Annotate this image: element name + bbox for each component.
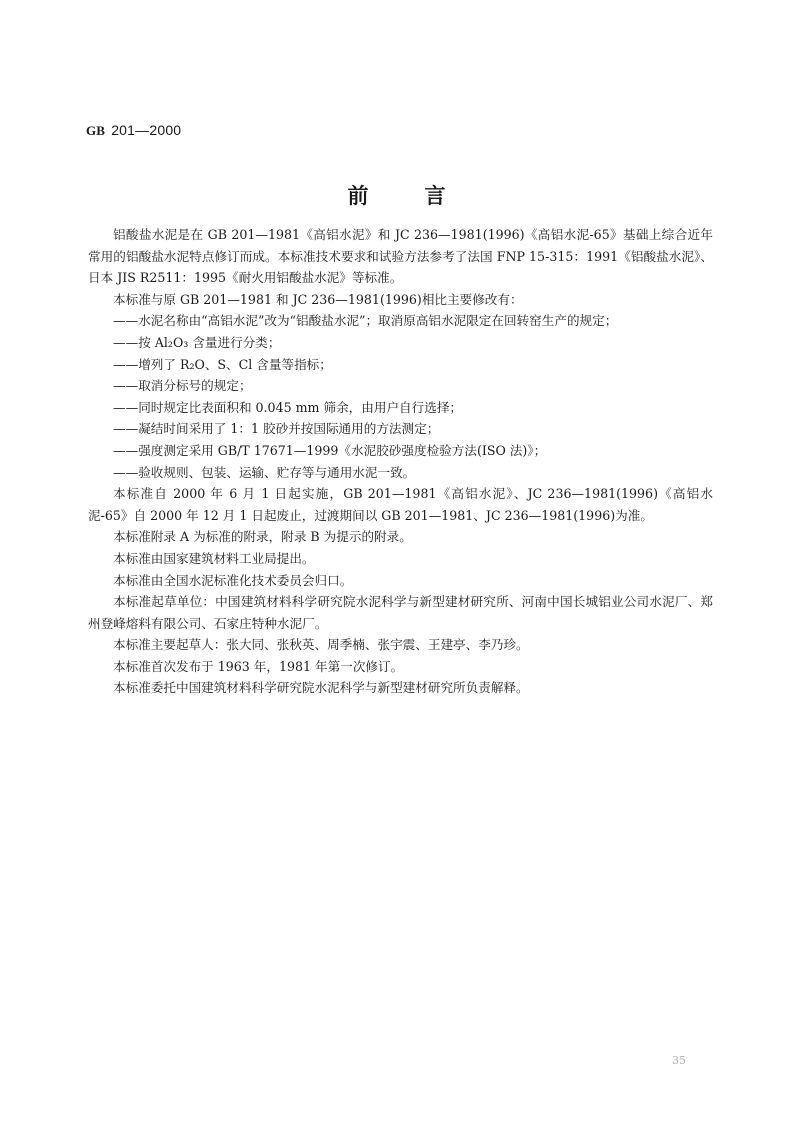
change-item: ——按 Al₂O₃ 含量进行分类；: [113, 334, 281, 350]
effective-date-paragraph: 本标准自 2000 年 6 月 1 日起实施，GB 201—1981《高铝水泥》、JC 236—1981(1996)《高铝水泥-65》自 2000 年 12 月 1 日起废止，过渡期间以 GB 201—1981、JC 236—1981(1996)为准。: [88, 486, 713, 523]
managed-by-paragraph: 本标准由全国水泥标准化技术委员会归口。: [113, 572, 353, 588]
standard-number: 201—2000: [111, 122, 182, 138]
interpretation-paragraph: 本标准委托中国建筑材料科学研究院水泥科学与新型建材研究所负责解释。: [113, 680, 529, 696]
drafting-units-paragraph: 本标准起草单位：中国建筑材料科学研究院水泥科学与新型建材研究所、河南中国长城铝业公司水泥厂、郑州登峰熔料有限公司、石家庄特种水泥厂。: [88, 594, 713, 631]
change-item: ——验收规则、包装、运输、贮存等与通用水泥一致。: [113, 464, 416, 480]
change-item: ——增列了 R₂O、S、Cl 含量等指标；: [113, 356, 332, 372]
appendix-paragraph: 本标准附录 A 为标准的附录，附录 B 为提示的附录。: [113, 529, 412, 545]
page-number: 35: [672, 1054, 686, 1067]
change-item: ——同时规定比表面积和 0.045 mm 筛余，由用户自行选择；: [113, 399, 463, 415]
drafters-paragraph: 本标准主要起草人：张大同、张秋英、周季楠、张宇震、王建亭、李乃珍。: [113, 637, 529, 653]
intro-paragraph: 铝酸盐水泥是在 GB 201—1981《高铝水泥》和 JC 236—1981(1996)《高铝水泥-65》基础上综合近年常用的铝酸盐水泥特点修订而成。本标准技术要求和试验方法参考了法国 FNP 15-315：1991《铝酸盐水泥》、日本 JIS R2511：1995《耐火用铝酸盐水泥》等标准。: [88, 227, 713, 286]
proposed-by-paragraph: 本标准由国家建筑材料工业局提出。: [113, 550, 315, 566]
standard-prefix: GB: [86, 123, 106, 138]
history-paragraph: 本标准首次发布于 1963 年，1981 年第一次修订。: [113, 658, 404, 674]
page-title: 前言: [347, 184, 502, 208]
changes-heading: 本标准与原 GB 201—1981 和 JC 236—1981(1996)相比主要修改有：: [113, 291, 523, 307]
foreword-body: [88, 224, 713, 699]
change-item: ——水泥名称由“高铝水泥”改为“铝酸盐水泥”；取消原高铝水泥限定在回转窑生产的规定；: [113, 313, 618, 329]
change-item: ——凝结时间采用了 1：1 胶砂并按国际通用的方法测定；: [113, 421, 440, 437]
standard-code: [86, 122, 181, 139]
change-item: ——取消分标号的规定；: [113, 378, 252, 394]
change-item: ——强度测定采用 GB/T 17671—1999《水泥胶砂强度检验方法(ISO 法)》；: [113, 442, 547, 458]
